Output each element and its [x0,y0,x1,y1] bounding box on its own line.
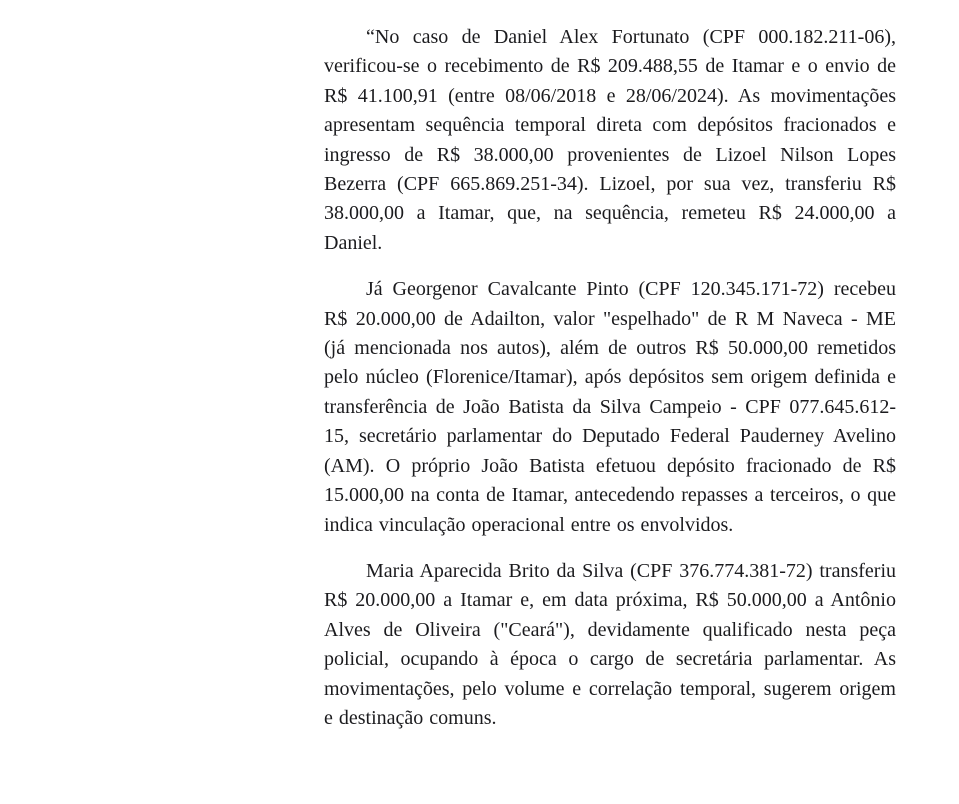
document-text-column [324,23,896,733]
paragraph-maria-aparecida-brito: Maria Aparecida Brito da Silva (CPF 376.774.381-72) transferiu R$ 20.000,00 a Itamar e, em data próxima, R$ 50.000,00 a Antônio Alves de Oliveira ("Ceará"), devidamente qualificado nesta peça policial, ocupando à época o cargo de secretária parlamentar. As movimentações, pelo volume e correlação temporal, sugerem origem e destinação comuns. [324,559,896,729]
paragraph-daniel-alex-fortunato: “No caso de Daniel Alex Fortunato (CPF 000.182.211-06), verificou-se o recebimento de R$ 209.488,55 de Itamar e o envio de R$ 41.100,91 (entre 08/06/2018 e 28/06/2024). As movimentações apresentam sequência temporal direta com depósitos fracionados e ingresso de R$ 38.000,00 provenientes de Lizoel Nilson Lopes Bezerra (CPF 665.869.251-34). Lizoel, por sua vez, transferiu R$ 38.000,00 a Itamar, que, na sequência, remeteu R$ 24.000,00 a Daniel. [324,26,896,254]
paragraph-georgenor-cavalcante-pinto: Já Georgenor Cavalcante Pinto (CPF 120.345.171-72) recebeu R$ 20.000,00 de Adailton, valor "espelhado" de R M Naveca - ME (já mencionada nos autos), além de outros R$ 50.000,00 remetidos pelo núcleo (Florenice/Itamar), após depósitos sem origem definida e transferência de João Batista da Silva Campeio - CPF 077.645.612-15, secretário parlamentar do Deputado Federal Pauderney Avelino (AM). O próprio João Batista efetuou depósito fracionado de R$ 15.000,00 na conta de Itamar, antecedendo repasses a terceiros, o que indica vinculação operacional entre os envolvidos. [324,278,896,536]
